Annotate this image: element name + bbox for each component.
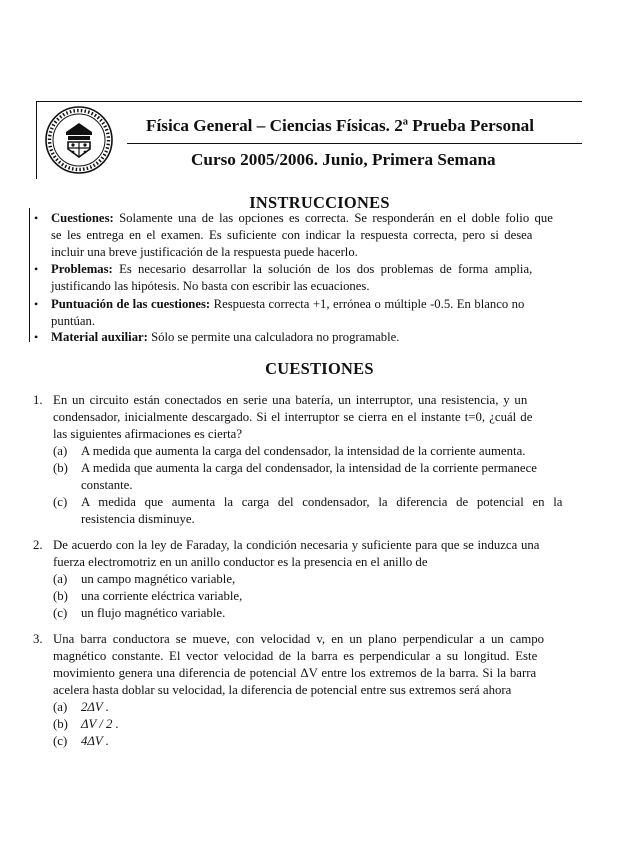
- option-text: A medida que aumenta la carga del condensador, la diferencia de potencial en la: [81, 495, 563, 509]
- option-text: 2ΔV .: [81, 700, 109, 714]
- option-label: (a): [53, 572, 68, 586]
- instruction-line: [51, 329, 399, 346]
- instruction-line: incluir una breve justificación de la respuesta puede hacerlo.: [51, 245, 358, 259]
- instruction-text: Solamente una de las opciones es correcta. Se responderán en el doble folio que: [113, 211, 553, 225]
- instruction-line: [51, 261, 532, 278]
- instruction-line: se les entrega en el examen. Es suficiente con indicar la respuesta correcta, pero si desea: [51, 228, 533, 242]
- instruction-label: Problemas:: [51, 262, 113, 276]
- option-text: 4ΔV .: [81, 734, 109, 748]
- question-line: acelera hasta doblar su velocidad, la diferencia de potencial entre sus extremos será ahora: [53, 683, 512, 697]
- instruction-line: [51, 210, 553, 227]
- question-number: 3.: [33, 632, 43, 646]
- instructions-heading: INSTRUCCIONES: [249, 193, 390, 212]
- question-line: movimiento genera una diferencia de potencial ΔV entre los extremos de la barra. Si la barra: [53, 666, 537, 680]
- question-line: condensador, inicialmente descargado. Si el interruptor se cierra en el instante t=0, ¿cuál de: [53, 410, 533, 424]
- instruction-text: Respuesta correcta +1, errónea o múltiple -0.5. En blanco no: [210, 297, 525, 311]
- question-line: magnético constante. El vector velocidad de la barra es perpendicular a su longitud. Este: [53, 649, 538, 663]
- bullet-icon: •: [34, 297, 39, 311]
- option-text: ΔV / 2 .: [81, 717, 119, 731]
- option-text: un campo magnético variable,: [81, 572, 236, 586]
- option-text: constante.: [81, 478, 133, 492]
- question-number: 1.: [33, 393, 43, 407]
- instruction-line: justificando las hipótesis. No basta con escribir las ecuaciones.: [51, 279, 370, 293]
- header-middle-rule: [127, 143, 582, 144]
- instruction-line: [51, 296, 524, 313]
- option-label: (b): [53, 589, 68, 603]
- instruction-label: Material auxiliar:: [51, 330, 148, 344]
- instruction-text: Sólo se permite una calculadora no programable.: [147, 330, 400, 344]
- exam-title: Física General – Ciencias Físicas. 2ª Prueba Personal: [146, 116, 535, 135]
- option-text: resistencia disminuye.: [81, 512, 195, 526]
- option-text: A medida que aumenta la carga del condensador, la intensidad de la corriente permanece: [81, 461, 537, 475]
- option-label: (b): [53, 717, 68, 731]
- option-text: una corriente eléctrica variable,: [81, 589, 243, 603]
- question-line: De acuerdo con la ley de Faraday, la condición necesaria y suficiente para que se induzca una: [53, 538, 540, 552]
- option-text: un flujo magnético variable.: [81, 606, 226, 620]
- option-text: A medida que aumenta la carga del condensador, la intensidad de la corriente aumenta.: [81, 444, 526, 458]
- bullet-icon: •: [34, 330, 39, 344]
- question-line: En un circuito están conectados en serie una batería, un interruptor, una resistencia, y un: [53, 393, 528, 407]
- question-line: fuerza electromotriz en un anillo conductor es la presencia en el anillo de: [53, 555, 428, 569]
- question-line: Una barra conductora se mueve, con velocidad v, en un plano perpendicular a un campo: [53, 632, 545, 646]
- header-top-rule: [36, 101, 582, 102]
- instruction-line: puntúan.: [51, 314, 96, 328]
- bullet-icon: •: [34, 211, 39, 225]
- instruction-text: Es necesario desarrollar la solución de los dos problemas de forma amplia,: [112, 262, 533, 276]
- option-label: (c): [53, 495, 68, 509]
- exam-header: [36, 101, 582, 179]
- university-seal-icon: [44, 105, 114, 175]
- option-label: (c): [53, 606, 68, 620]
- option-label: (a): [53, 444, 68, 458]
- instructions-list: [29, 208, 580, 342]
- exam-subtitle: Curso 2005/2006. Junio, Primera Semana: [191, 150, 496, 169]
- header-left-rule: [36, 101, 37, 179]
- question-number: 2.: [33, 538, 43, 552]
- option-label: (c): [53, 734, 68, 748]
- question-line: las siguientes afirmaciones es cierta?: [53, 427, 243, 441]
- instruction-label: Cuestiones:: [51, 211, 114, 225]
- instruction-label: Puntuación de las cuestiones:: [51, 297, 211, 311]
- bullet-icon: •: [34, 262, 39, 276]
- option-label: (b): [53, 461, 68, 475]
- option-label: (a): [53, 700, 68, 714]
- cuestiones-heading: CUESTIONES: [265, 359, 374, 378]
